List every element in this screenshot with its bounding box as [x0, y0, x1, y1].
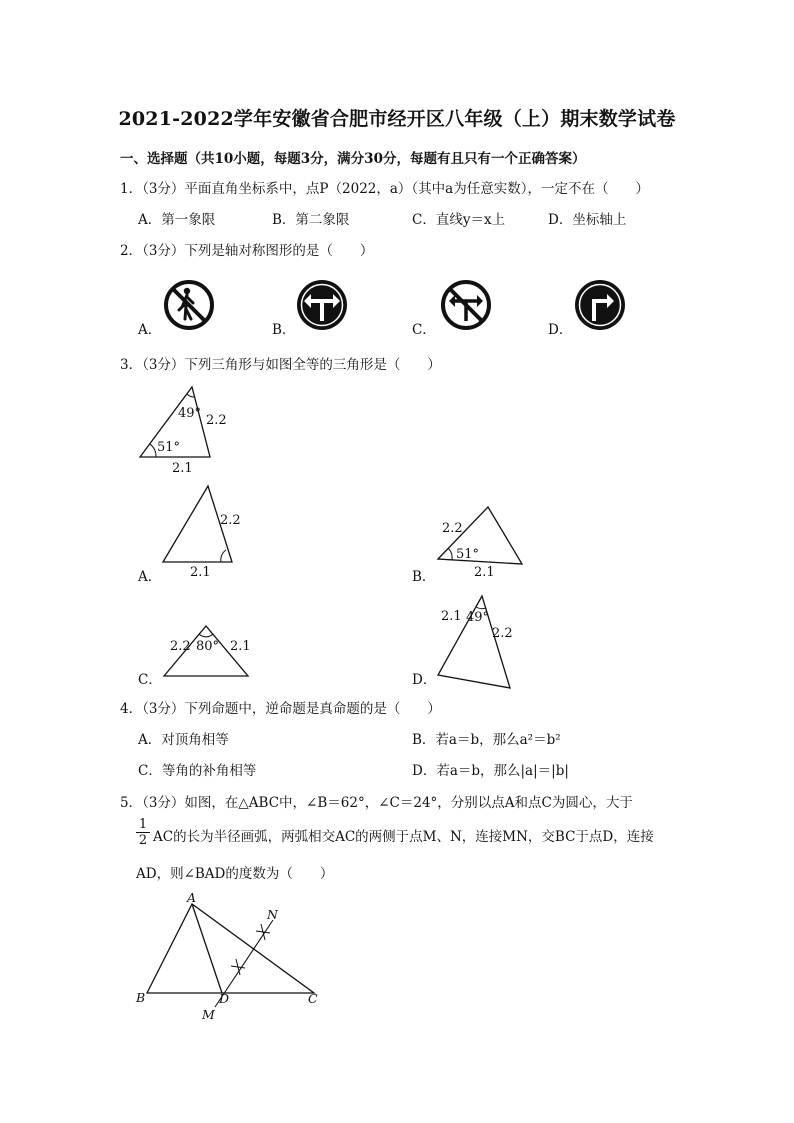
- q3-option-b-triangle: [430, 500, 540, 590]
- turn-right-sign-icon: [574, 279, 626, 331]
- section-heading: 一、选择题（共10小题，每题3分，满分30分，每题有且只有一个正确答案）: [120, 151, 586, 167]
- q3-ref-side-bottom: 2.1: [172, 461, 193, 476]
- q5-geometry-figure: [130, 890, 330, 1030]
- q5-point-m: M: [202, 1007, 215, 1022]
- q2-option-b-label: B．: [272, 322, 296, 338]
- q4-option-d: D．若a＝b，那么|a|＝|b|: [412, 763, 569, 779]
- no-pedestrian-sign-icon: [163, 279, 215, 331]
- q3-a-side-bottom: 2.1: [190, 565, 211, 580]
- q2-option-a-label: A．: [138, 322, 162, 338]
- q3-ref-angle-left: 51°: [157, 440, 181, 455]
- q3-option-d-label: D．: [412, 672, 437, 688]
- q3-option-c-label: C．: [138, 672, 162, 688]
- turn-left-or-right-sign-icon: [296, 279, 348, 331]
- q5-point-d: D: [219, 991, 230, 1006]
- q3-stem: 3．（3分）下列三角形与如图全等的三角形是（ ）: [120, 357, 441, 373]
- q3-c-side-left: 2.2: [170, 639, 191, 654]
- page-title: 2021-2022学年安徽省合肥市经开区八年级（上）期末数学试卷: [118, 108, 676, 130]
- q3-reference-triangle: [130, 378, 250, 478]
- q1-option-a: A．第一象限: [138, 212, 216, 228]
- q2-option-c-label: C．: [412, 322, 436, 338]
- q3-c-side-right: 2.1: [230, 639, 251, 654]
- q1-stem: 1．（3分）平面直角坐标系中，点P（2022，a）（其中a为任意实数），一定不在（ ）: [120, 181, 649, 197]
- q5-point-b: B: [136, 990, 146, 1005]
- q3-c-angle: 80°: [196, 639, 220, 654]
- q3-option-b-label: B．: [412, 569, 436, 585]
- q1-option-d: D．坐标轴上: [548, 212, 627, 228]
- q3-a-side-right: 2.2: [220, 513, 241, 528]
- q5-point-a: A: [187, 890, 197, 905]
- q3-ref-side-right: 2.2: [206, 413, 227, 428]
- q3-ref-angle-top: 49°: [178, 406, 202, 421]
- q3-option-a-label: A．: [138, 569, 162, 585]
- q5-line-1: 5．（3分）如图，在△ABC中，∠B＝62°，∠C＝24°，分别以点A和点C为圆心，大于: [120, 795, 633, 811]
- q2-stem: 2．（3分）下列是轴对称图形的是（ ）: [120, 243, 374, 259]
- q3-d-side-left: 2.1: [441, 609, 462, 624]
- q3-option-a-triangle: [150, 480, 260, 580]
- q5-point-c: C: [308, 991, 318, 1006]
- q4-option-a: A．对顶角相等: [138, 732, 229, 748]
- q2-option-d-label: D．: [548, 322, 573, 338]
- q1-option-c: C．直线y＝x上: [412, 212, 506, 228]
- q1-option-b: B．第二象限: [272, 212, 350, 228]
- q4-option-c: C．等角的补角相等: [138, 763, 257, 779]
- q3-b-side-left: 2.2: [442, 521, 463, 536]
- q4-option-b: B．若a＝b，那么a²＝b²: [412, 732, 561, 748]
- q3-option-d-triangle: [430, 590, 540, 695]
- q3-b-side-bottom: 2.1: [474, 565, 495, 580]
- q5-point-n: N: [267, 907, 278, 922]
- q3-b-angle: 51°: [456, 547, 480, 562]
- q5-line-3: AD，则∠BAD的度数为（ ）: [136, 866, 334, 882]
- q4-stem: 4．（3分）下列命题中，逆命题是真命题的是（ ）: [120, 701, 441, 717]
- q5-fraction-denominator: 2: [138, 833, 148, 848]
- q5-line-2: AC的长为半径画弧，两弧相交AC的两侧于点M、N，连接MN，交BC于点D，连接: [153, 829, 654, 845]
- q5-fraction-numerator: 1: [136, 817, 150, 833]
- q3-option-c-triangle: [160, 618, 260, 683]
- q3-d-angle: 49°: [466, 610, 490, 625]
- no-left-right-turn-sign-icon: [440, 279, 492, 331]
- q5-fraction: [136, 817, 150, 848]
- q3-d-side-right: 2.2: [492, 626, 513, 641]
